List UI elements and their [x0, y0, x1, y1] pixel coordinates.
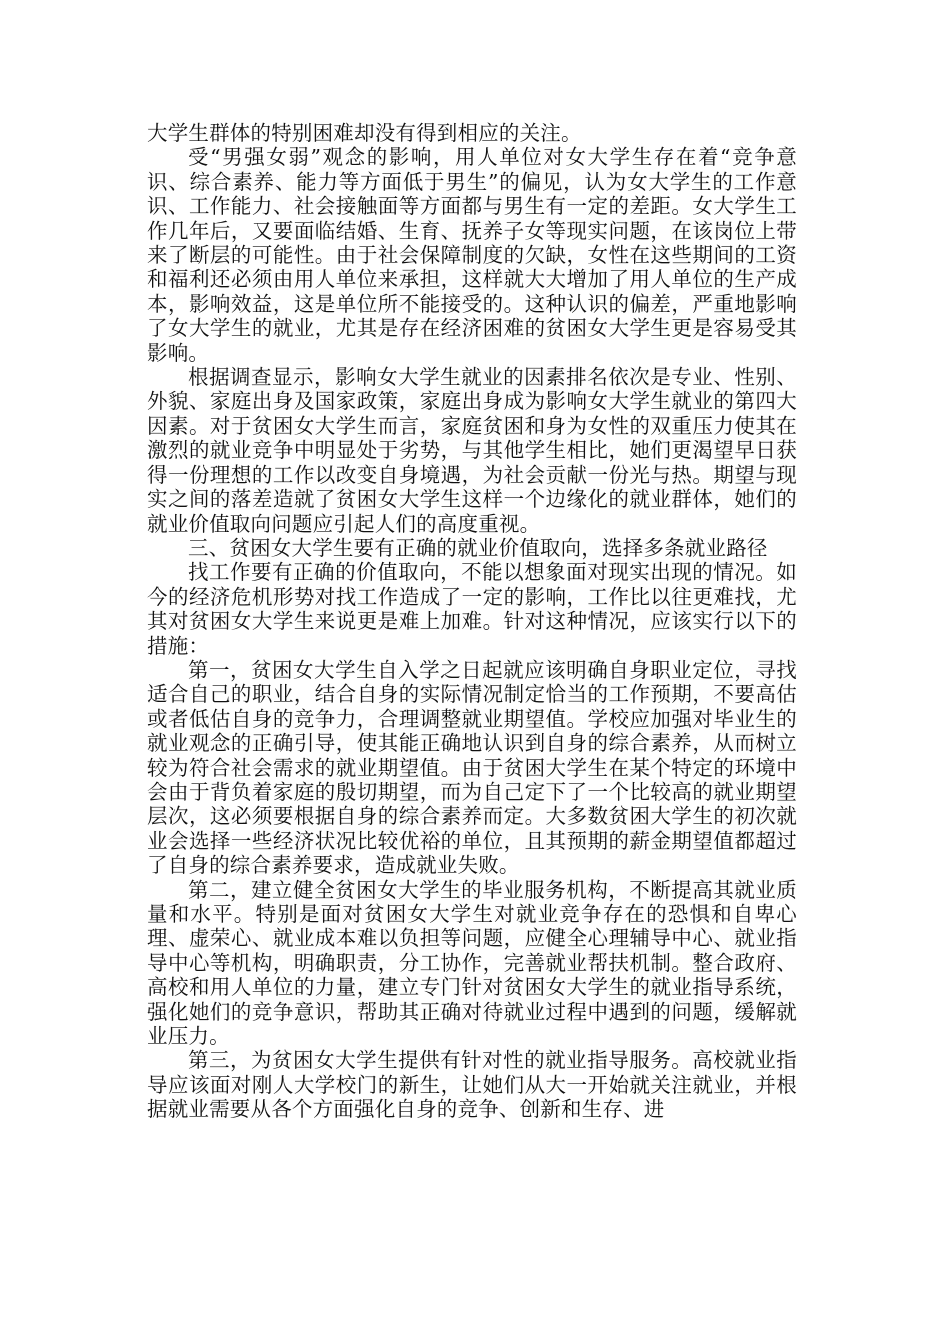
paragraph-3: 根据调查显示，影响女大学生就业的因素排名依次是专业、性别、外貌、家庭出身及国家政策，家庭出身成为影响女大学生就业的第四大因素。对于贫困女大学生而言，家庭贫困和身为女性的双重压力使其在激烈的就业竞争中明显处于劣势，与其他学生相比，她们更渴望早日获得一份理想的工作以改变自身境遇，为社会贡献一份光与热。期望与现实之间的落差造就了贫困女大学生这样一个边缘化的就业群体，她们的就业价值取向问题应引起人们的高度重视。	[147, 365, 797, 536]
paragraph-5: 找工作要有正确的价值取向，不能以想象面对现实出现的情况。如今的经济危机形势对找工作造成了一定的影响，工作比以往更难找，尤其对贫困女大学生来说更是难上加难。针对这种情况，应该实行以下的措施：	[147, 560, 797, 658]
paragraph-7: 第二，建立健全贫困女大学生的毕业服务机构，不断提高其就业质量和水平。特别是面对贫困女大学生对就业竞争存在的恐惧和自卑心理、虚荣心、就业成本难以负担等问题，应健全心理辅导中心、就业指导中心等机构，明确职责，分工协作，完善就业帮扶机制。整合政府、高校和用人单位的力量，建立专门针对贫困女大学生的就业指导系统，强化她们的竞争意识，帮助其正确对待就业过程中遇到的问题，缓解就业压力。	[147, 877, 797, 1049]
paragraph-1: 大学生群体的特别困难却没有得到相应的关注。	[147, 121, 582, 145]
paragraph-2: 受“男强女弱”观念的影响，用人单位对女大学生存在着“竞争意识、综合素养、能力等方面低于男生”的偏见，认为女大学生的工作意识、工作能力、社会接触面等方面都与男生有一定的差距。女大学生工作几年后，又要面临结婚、生育、抚养子女等现实问题，在该岗位上带来了断层的可能性。由于社会保障制度的欠缺，女性在这些期间的工资和福利还必须由用人单位来承担，这样就大大增加了用人单位的生产成本，影响效益，这是单位所不能接受的。这种认识的偏差，严重地影响了女大学生的就业，尤其是存在经济困难的贫困女大学生更是容易受其影响。	[147, 145, 797, 365]
paragraph-6: 第一，贫困女大学生自入学之日起就应该明确自身职业定位，寻找适合自己的职业，结合自身的实际情况制定恰当的工作预期，不要高估或者低估自身的竞争力，合理调整就业期望值。学校应加强对毕业生的就业观念的正确引导，使其能正确地认识到自身的综合素养，从而树立较为符合社会需求的就业期望值。由于贫困大学生在某个特定的环境中会由于背负着家庭的殷切期望，而为自己定下了一个比较高的就业期望层次，这必须要根据自身的综合素养而定。大多数贫困大学生的初次就业会选择一些经济状况比较优裕的单位，且其预期的薪金期望值都超过了自身的综合素养要求，造成就业失败。	[147, 657, 797, 878]
document-body	[147, 121, 797, 1122]
paragraph-8: 第三，为贫困女大学生提供有针对性的就业指导服务。高校就业指导应该面对刚人大学校门的新生，让她们从大一开始就关注就业，并根据就业需要从各个方面强化自身的竞争、创新和生存、进	[147, 1048, 797, 1122]
section-heading-3: 三、贫困女大学生要有正确的就业价值取向，选择多条就业路径	[188, 535, 768, 560]
